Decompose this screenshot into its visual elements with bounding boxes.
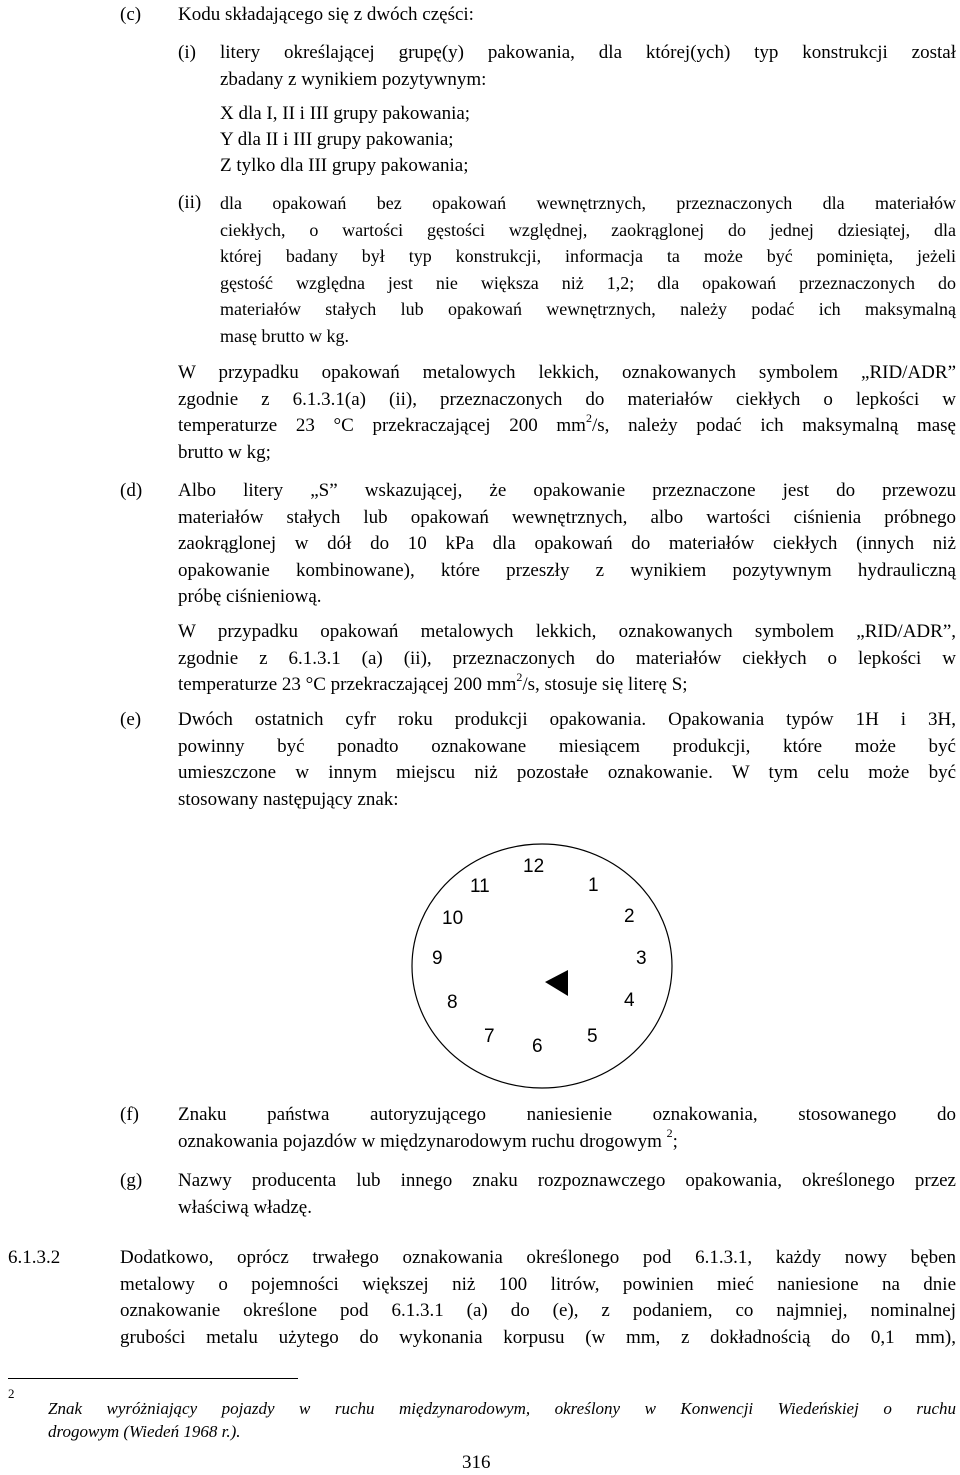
footnote-text: Znak wyróżniający pojazdy w ruchu międzynarodowym, określony w Konwencji Wiedeńskiej o ruchu drogowym (Wiedeń 1968 r.). [48, 1399, 956, 1441]
section-6-1-3-2-text: Dodatkowo, oprócz trwałego oznakowania określonego pod 6.1.3.1, każdy nowy bęben metalowy o pojemności większej niż 100 litrów, powinien mieć naniesione na dnie oznakowanie określone pod 6.1.3.1 (a) do (e), z podaniem, co najmniej, nominalnej grubości metalu użytego do wykonania korpusu (w mm, z dokładnością do 0,1 mm), [120, 1247, 956, 1348]
section-d-label: (d) [120, 480, 143, 501]
footnote-mark: 2 [8, 1386, 15, 1401]
section-c-ii-text: dla opakowań bez opakowań wewnętrznych, przeznaczonych dla materiałów ciekłych, o wartości gęstości względnej, zaokrąglonej do jednej dziesiątej, dla której badany był typ konstrukcji, informacja ta może być pominięta, jeżeli gęstość względna jest nie większa niż 1,2; dla opakowań przeznaczonych do materiałów stałych lub opakowań wewnętrznych, należy podać ich maksymalną masę brutto w kg. [220, 193, 956, 346]
page-number: 316 [462, 1452, 491, 1473]
clock-number: 2 [624, 906, 635, 927]
section-c-intro: Kodu składającego się z dwóch części: [178, 4, 474, 25]
clock-number: 9 [432, 948, 443, 969]
footnote-ref: 2 [666, 1126, 673, 1141]
clock-number: 6 [532, 1036, 543, 1057]
clock-number: 1 [588, 875, 599, 896]
clock-number: 10 [442, 908, 464, 929]
month-clock-mark [410, 842, 675, 1090]
section-c-label: (c) [120, 4, 142, 25]
clock-number: 5 [587, 1026, 598, 1047]
section-c-i-label: (i) [178, 42, 196, 63]
clock-number: 4 [624, 990, 635, 1011]
clock-number: 8 [447, 992, 458, 1013]
section-c-i-text: litery określającej grupę(y) pakowania, dla której(ych) typ konstrukcji został zbadany z wynikiem pozytywnym: [220, 42, 956, 90]
footnote-separator [8, 1378, 298, 1379]
section-6-1-3-2-label: 6.1.3.2 [8, 1247, 61, 1268]
section-c-ii-label: (ii) [178, 192, 202, 213]
section-g-text: Nazwy producenta lub innego znaku rozpoznawczego opakowania, określonego przez właściwą władzę. [178, 1170, 956, 1218]
clock-number: 7 [484, 1026, 495, 1047]
list-item: X dla I, II i III grupy pakowania; [220, 103, 471, 124]
list-item: Y dla II i III grupy pakowania; [220, 129, 454, 150]
list-item: Z tylko dla III grupy pakowania; [220, 155, 469, 176]
clock-pointer-icon [545, 970, 568, 996]
section-e-text: Dwóch ostatnich cyfr roku produkcji opakowania. Opakowania typów 1H i 3H, powinny być ponadto oznakowane miesiącem produkcji, które może być umieszczone w innym miejscu niż pozostałe oznakowanie. W tym celu może być stosowany następujący znak: [178, 709, 956, 810]
section-e-label: (e) [120, 709, 142, 730]
clock-number: 11 [470, 876, 490, 897]
packing-group-list [220, 101, 956, 179]
section-c-rid-adr-note: W przypadku opakowań metalowych lekkich, oznakowanych symbolem „RID/ADR” zgodnie z 6.1.3.1(a) (ii), przeznaczonych do materiałów ciekłych o lepkości w temperaturze 23 °C przekraczającej 200 $mm^2/s$, należy podać ich maksymalną masę brutto w kg; [178, 362, 956, 463]
clock-number: 3 [636, 948, 647, 969]
section-f-text: Znaku państwa autoryzującego naniesienie oznakowania, stosowanego do oznakowania pojazdów w międzynarodowym ruchu drogowym $^2$; [178, 1104, 956, 1152]
section-f-label: (f) [120, 1104, 139, 1125]
section-d-text: Albo litery „S” wskazującej, że opakowanie przeznaczone jest do przewozu materiałów stałych lub opakowań wewnętrznych, albo wartości ciśnienia próbnego zaokrąglonej w dół do 10 kPa dla opakowań do materiałów ciekłych (innych niż opakowanie kombinowane), które przeszły z wynikiem pozytywnym hydrauliczną próbę ciśnieniową. [178, 480, 956, 607]
section-d-rid-adr-note: W przypadku opakowań metalowych lekkich, oznakowanych symbolem „RID/ADR”, zgodnie z 6.1.3.1 (a) (ii), przeznaczonych do materiałów ciekłych o lepkości w temperaturze 23 °C przekraczającej 200 $mm^2/s$, stosuje się literę S; [178, 621, 956, 695]
clock-number: 12 [523, 856, 545, 877]
section-g-label: (g) [120, 1170, 143, 1191]
